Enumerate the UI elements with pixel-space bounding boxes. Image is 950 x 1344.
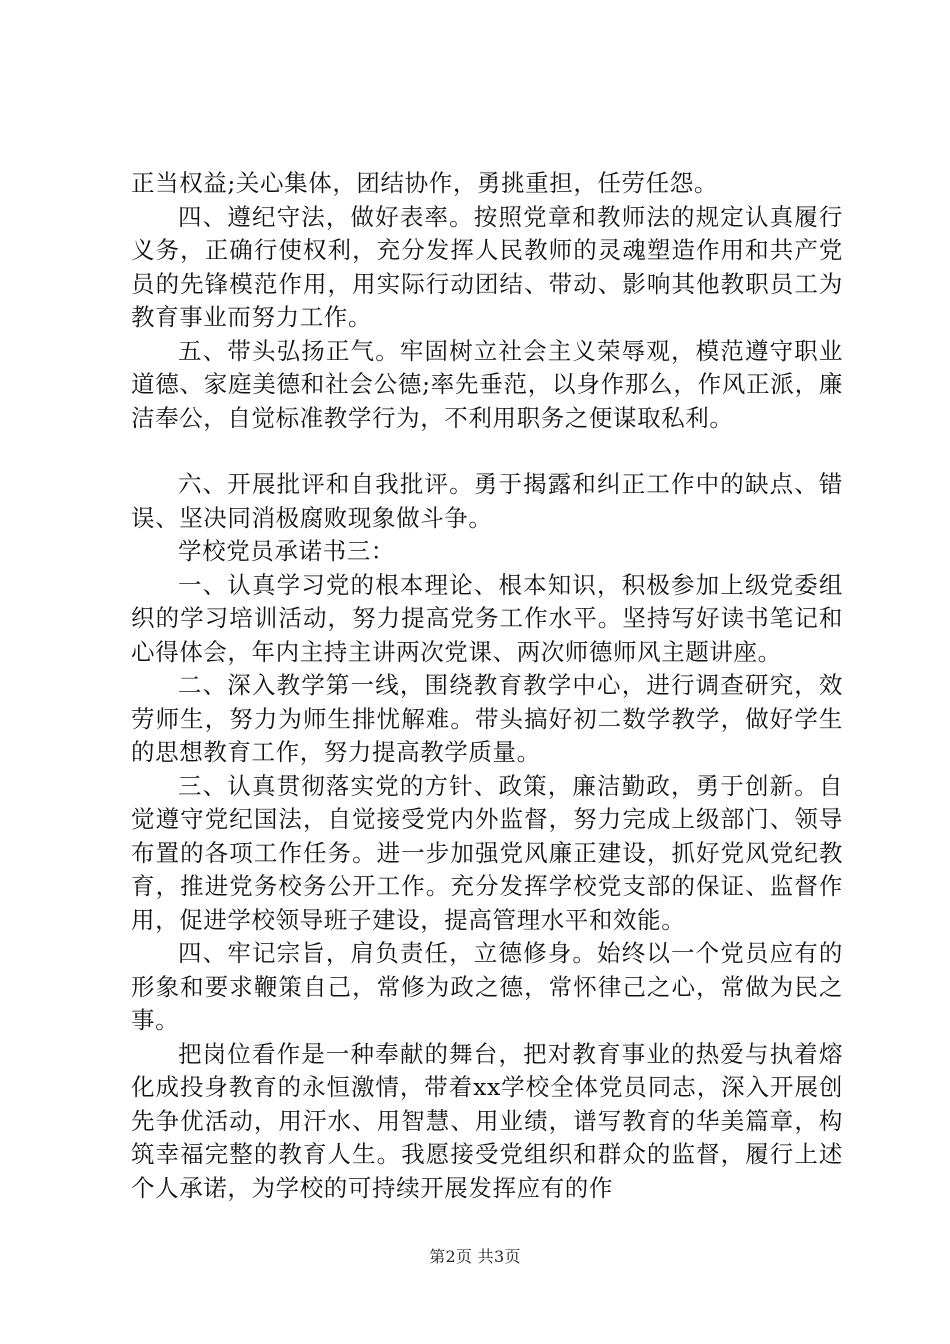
- paragraph-pledge-item-1: 一、认真学习党的根本理论、根本知识，积极参加上级党委组织的学习培训活动，努力提高党务工作水平。坚持写好读书笔记和心得体会，年内主持主讲两次党课、两次师德师风主题讲座。: [131, 570, 843, 666]
- paragraph-item-6-criticism: 六、开展批评和自我批评。勇于揭露和纠正工作中的缺点、错误、坚决同消极腐败现象做斗争。: [131, 470, 843, 532]
- paragraph-pledge-item-4: 四、牢记宗旨，肩负责任，立德修身。始终以一个党员应有的形象和要求鞭策自己，常修为政之德，常怀律己之心，常做为民之事。: [131, 939, 843, 1034]
- paragraph-item-5-integrity: 五、带头弘扬正气。牢固树立社会主义荣辱观，模范遵守职业道德、家庭美德和社会公德;率先垂范，以身作那么，作风正派，廉洁奉公，自觉标准教学行为，不利用职务之便谋取私利。: [131, 336, 843, 432]
- paragraph-pledge-item-2: 二、深入教学第一线，围绕教育教学中心，进行调查研究，效劳师生，努力为师生排忧解难。带头搞好初二数学教学，做好学生的思想教育工作，努力提高教学质量。: [131, 671, 843, 766]
- paragraph-continuation: 正当权益;关心集体，团结协作，勇挑重担，任劳任怨。: [131, 169, 718, 197]
- section-heading-pledge-three: 学校党员承诺书三：: [178, 537, 395, 565]
- paragraph-pledge-item-3: 三、认真贯彻落实党的方针、政策，廉洁勤政，勇于创新。自觉遵守党纪国法，自觉接受党内外监督，努力完成上级部门、领导布置的各项工作任务。进一步加强党风廉正建设，抓好党风党纪教育，推进党务校务公开工作。充分发挥学校党支部的保证、监督作用，促进学校领导班子建设，提高管理水平和效能。: [131, 771, 843, 934]
- paragraph-item-4-law: 四、遵纪守法，做好表率。按照党章和教师法的规定认真履行义务，正确行使权利，充分发挥人民教师的灵魂塑造作用和共产党员的先锋模范作用，用实际行动团结、带动、影响其他教职员工为教育事业而努力工作。: [131, 202, 843, 331]
- paragraph-closing: 把岗位看作是一种奉献的舞台，把对教育事业的热爱与执着熔化成投身教育的永恒激情，带着xx学校全体党员同志，深入开展创先争优活动，用汗水、用智慧、用业绩，谱写教育的华美篇章，构筑幸福完整的教育人生。我愿接受党组织和群众的监督，履行上述个人承诺，为学校的可持续开展发挥应有的作: [131, 1039, 843, 1202]
- document-body: [131, 167, 843, 1205]
- page-number-footer: 第2页 共3页: [429, 1247, 521, 1266]
